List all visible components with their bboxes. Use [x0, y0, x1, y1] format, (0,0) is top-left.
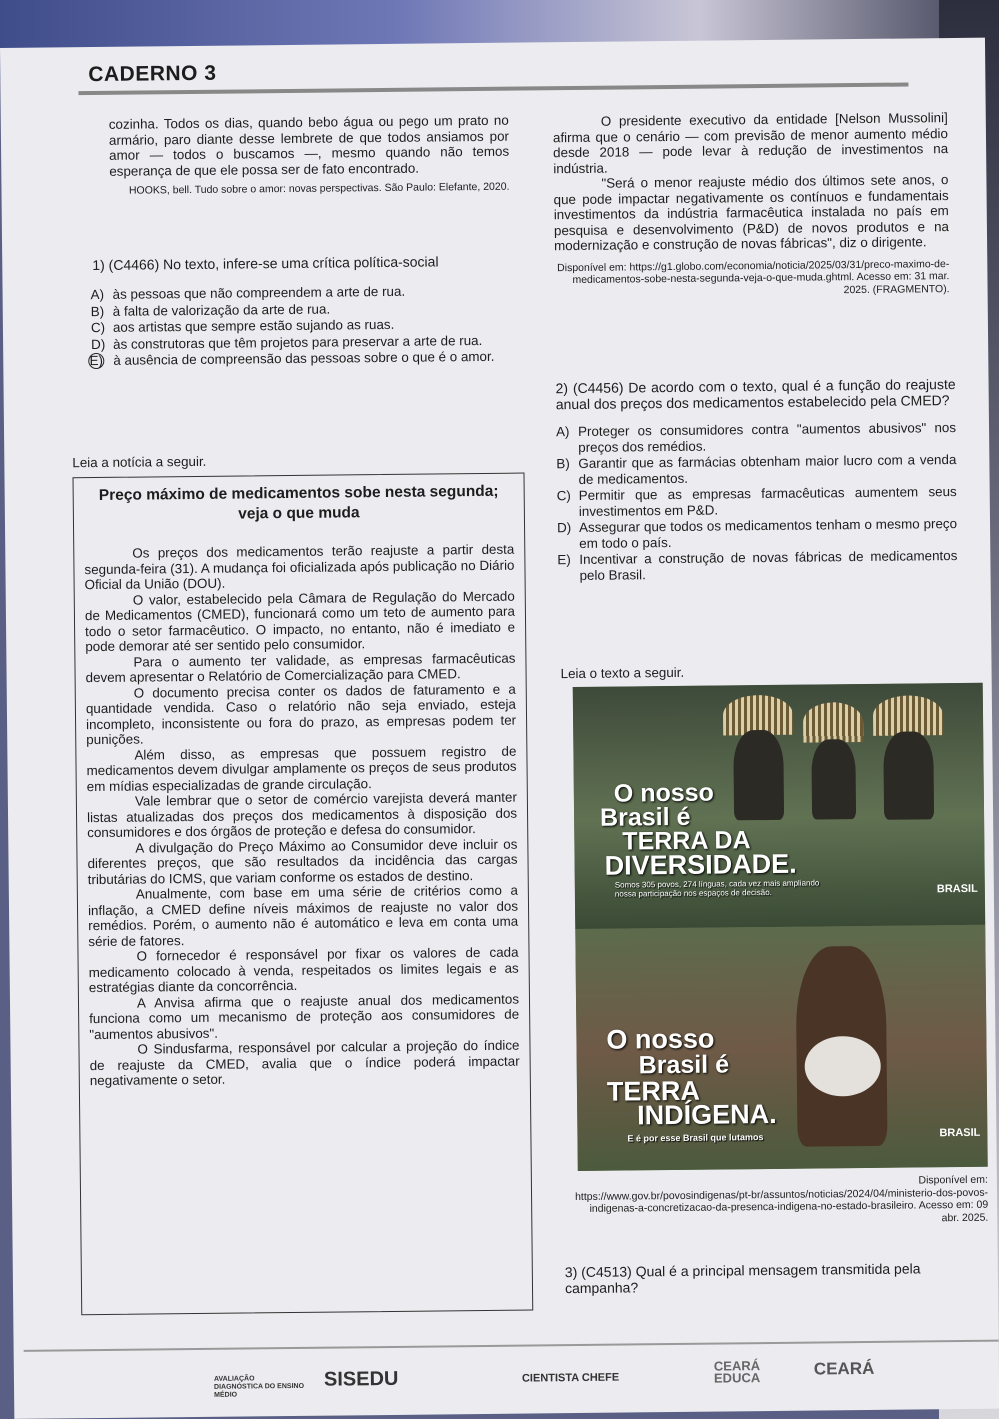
right-paragraph-2: "Será o menor reajuste médio dos últimos sete anos, o que pode impactar negativamente os contínuos e fundamentais investimentos da indústria farmacêutica instalada no país em pesquisa e desenvolvimento (P&D) de novos produtos e na modernização e construção de novas fábricas", diz o dirigente. — [553, 172, 949, 254]
panel1-line2: Brasil é — [599, 802, 691, 832]
question-2 — [556, 376, 958, 584]
news-paragraph-6: Vale lembrar que o setor de comércio varejista deverá manter listas atualizadas dos preços dos medicamentos à disposição dos consumidores e dos órgãos de proteção e defesa do consumidor. — [86, 789, 518, 841]
question-1 — [89, 253, 511, 370]
q2-option-b[interactable]: B) Garantir que as farmácias obtenham maior lucro com a venda de medicamentos. — [556, 452, 957, 487]
news-paragraph-4: O documento precisa conter os dados de faturamento e a quantidade vendida. Caso o relatório não seja enviado, esteja incompleto, inconsistente ou fora do prazo, as empresas podem ter punições. — [85, 681, 517, 748]
news-paragraph-5: Além disso, as empresas que possuem registro de medicamentos devem divulgar amplamente os preços de seus produtos em mídias especializadas de grande circulação. — [86, 743, 517, 794]
q1-option-c[interactable]: C) aos artistas que sempre estão sujando as ruas. — [90, 316, 395, 336]
question-1-stem: 1) (C4466) No texto, infere-se uma crítica política-social — [92, 253, 439, 274]
q2-option-d[interactable]: D) Assegurar que todos os medicamentos tenham o mesmo preço em todo o país. — [556, 516, 958, 551]
campaign-source-url: https://www.gov.br/povosindigenas/pt-br/assuntos/noticias/2024/04/ministerio-dos-povos-indigenas-a-concretizacao-da-presenca-indigena-no-estado-brasileiro. Acesso em: 09 abr. 2025. — [574, 1186, 989, 1224]
right-paragraph-1: O presidente executivo da entidade [Nelson Mussolini] afirma que o cenário — com previsão de menor aumento médio desde 2018 — pode levar à redução de investimentos na indústria. — [552, 110, 949, 176]
person-silhouette — [733, 730, 784, 821]
q1-option-e[interactable]: E) à ausência de compreensão das pessoas sobre o que é o amor. — [89, 348, 495, 369]
excerpt-citation: HOOKS, bell. Tudo sobre o amor: novas perspectivas. São Paulo: Elefante, 2020. — [128, 180, 510, 197]
news-paragraph-2: O valor, estabelecido pela Câmara de Regulação do Mercado de Medicamentos (CMED), funcionará como um teto de aumento para todo o setor farmacêutico. O impacto, no entanto, não é imediato e pode demorar até ser sentido pelo consumidor. — [84, 588, 516, 655]
panel1-subtitle: Somos 305 povos, 274 línguas, cada vez mais ampliando nossa participação nos espaços de decisão. — [614, 878, 820, 899]
question-3 — [565, 1260, 995, 1297]
person-silhouette — [811, 739, 856, 819]
panel1-line1: O nosso — [613, 778, 714, 808]
campaign-intro: Leia o texto a seguir. — [560, 664, 685, 682]
news-paragraph-3: Para o aumento ter validade, as empresas farmacêuticas devem apresentar o Relatório de Comercialização para CMED. — [85, 650, 516, 686]
panel2-line2: Brasil é — [638, 1050, 730, 1080]
excerpt-paragraph: cozinha. Todos os dias, quando bebo água ou pego um prato no armário, paro diante desse lembrete de que todos ansiamos por amor — todos o buscamos —, mesmo quando não temos esperança de que ele possa ser de fato encontrado. — [108, 112, 510, 179]
q2-option-a[interactable]: A) Proteger os consumidores contra "aumentos abusivos" nos preços dos remédios. — [555, 420, 957, 455]
news-box — [72, 473, 533, 1316]
campaign-panel-indigenous — [575, 925, 988, 1171]
footer-sisedu-logo: SISEDU — [323, 1367, 399, 1391]
selected-answer-mark: E) — [89, 352, 104, 369]
exam-page — [0, 38, 999, 1419]
news-intro: Leia a notícia a seguir. — [72, 453, 207, 471]
q2-option-e[interactable]: E) Incentivar a construção de novas fábricas de medicamentos pelo Brasil. — [557, 548, 958, 583]
news-continuation — [553, 110, 950, 299]
question-3-stem: 3) (C4513) Qual é a principal mensagem transmitida pela campanha? — [564, 1260, 921, 1297]
news-paragraph-7: A divulgação do Preço Máximo ao Consumidor deve incluir os diferentes preços, que são resultados da incidência das cargas tributárias do ICMS, que variam conforme os estados de destino. — [87, 836, 518, 887]
footer-ceara-educa: CEARÁ EDUCA — [713, 1358, 761, 1386]
q1-option-a[interactable]: A) às pessoas que não compreendem a arte de rua. — [90, 283, 406, 303]
footer-rule — [24, 1340, 999, 1352]
news-title: Preço máximo de medicamentos sobe nesta segunda; veja o que muda — [98, 482, 499, 523]
panel2-line3: TERRA — [606, 1075, 701, 1107]
person-silhouette — [883, 731, 934, 820]
text-excerpt — [109, 113, 510, 198]
q1-option-d[interactable]: D) às construtoras que têm projetos para preservar a arte de rua. — [91, 332, 483, 352]
panel1-brand: BRASIL — [936, 882, 978, 896]
news-paragraph-9: O fornecedor é responsável por fixar os valores de cada medicamento colocado à venda, respeitados os limites legais e as estratégias diante da concorrência. — [88, 944, 519, 996]
footer-ceara-gov: CEARÁ — [813, 1358, 875, 1379]
panel2-line4: INDÍGENA. — [637, 1098, 777, 1131]
panel2-subtitle: E é por esse Brasil que lutamos — [627, 1132, 764, 1144]
panel1-line3: TERRA DA — [622, 826, 751, 856]
news-paragraph-11: O Sindusfarma, responsável por calcular a projeção do índice de reajuste da CMED, avalia que o índice poderá impactar negativamente o setor. — [89, 1037, 520, 1089]
headdress-shape — [873, 695, 943, 736]
question-2-stem: 2) (C4456) De acordo com o texto, qual é a função do reajuste anual dos preços dos medicamentos estabelecido pela CMED? — [555, 376, 956, 413]
caderno-title: CADERNO 3 — [88, 61, 217, 87]
campaign-source-label: Disponível em: — [918, 1173, 988, 1187]
footer-cientista-chefe: CIENTISTA CHEFE — [521, 1371, 620, 1385]
news-paragraph-1: Os preços dos medicamentos terão reajuste a partir desta segunda-feira (31). A mudança foi oficializada após publicação no Diário Oficial da União (DOU). — [84, 541, 515, 593]
panel2-line1: O nosso — [606, 1023, 715, 1055]
panel2-brand: BRASIL — [939, 1126, 981, 1140]
panel1-line4: DIVERSIDADE. — [604, 848, 797, 881]
campaign-panel-diversity — [573, 683, 986, 929]
headdress-shape — [803, 702, 863, 743]
q1-option-b[interactable]: B) à falta de valorização da arte de rua. — [90, 301, 331, 319]
news-paragraph-8: Anualmente, com base em uma série de critérios como a inflação, a CMED define níveis máximos de reajuste no valor dos remédios. Porém, o aumento não é automático e leva em conta uma série de fatores. — [87, 882, 519, 949]
news-source: Disponível em: https://g1.globo.com/economia/noticia/2025/03/31/preco-maximo-de-medicamentos-sobe-nesta-segunda-veja-o-que-muda.ghtml. Acesso em: 31 mar. 2025. (FRAGMENTO). — [557, 257, 950, 296]
campaign-image — [573, 683, 988, 1171]
campaign-source — [572, 1174, 989, 1228]
footer-avaliacao: AVALIAÇÃO DIAGNÓSTICA DO ENSINO MÉDIO — [213, 1375, 305, 1399]
q2-option-c[interactable]: C) Permitir que as empresas farmacêuticas aumentem seus investimentos em P&D. — [556, 484, 957, 519]
news-paragraph-10: A Anvisa afirma que o reajuste anual dos medicamentos funciona como um mecanismo de proteção aos consumidores de "aumentos abusivos". — [89, 991, 520, 1042]
